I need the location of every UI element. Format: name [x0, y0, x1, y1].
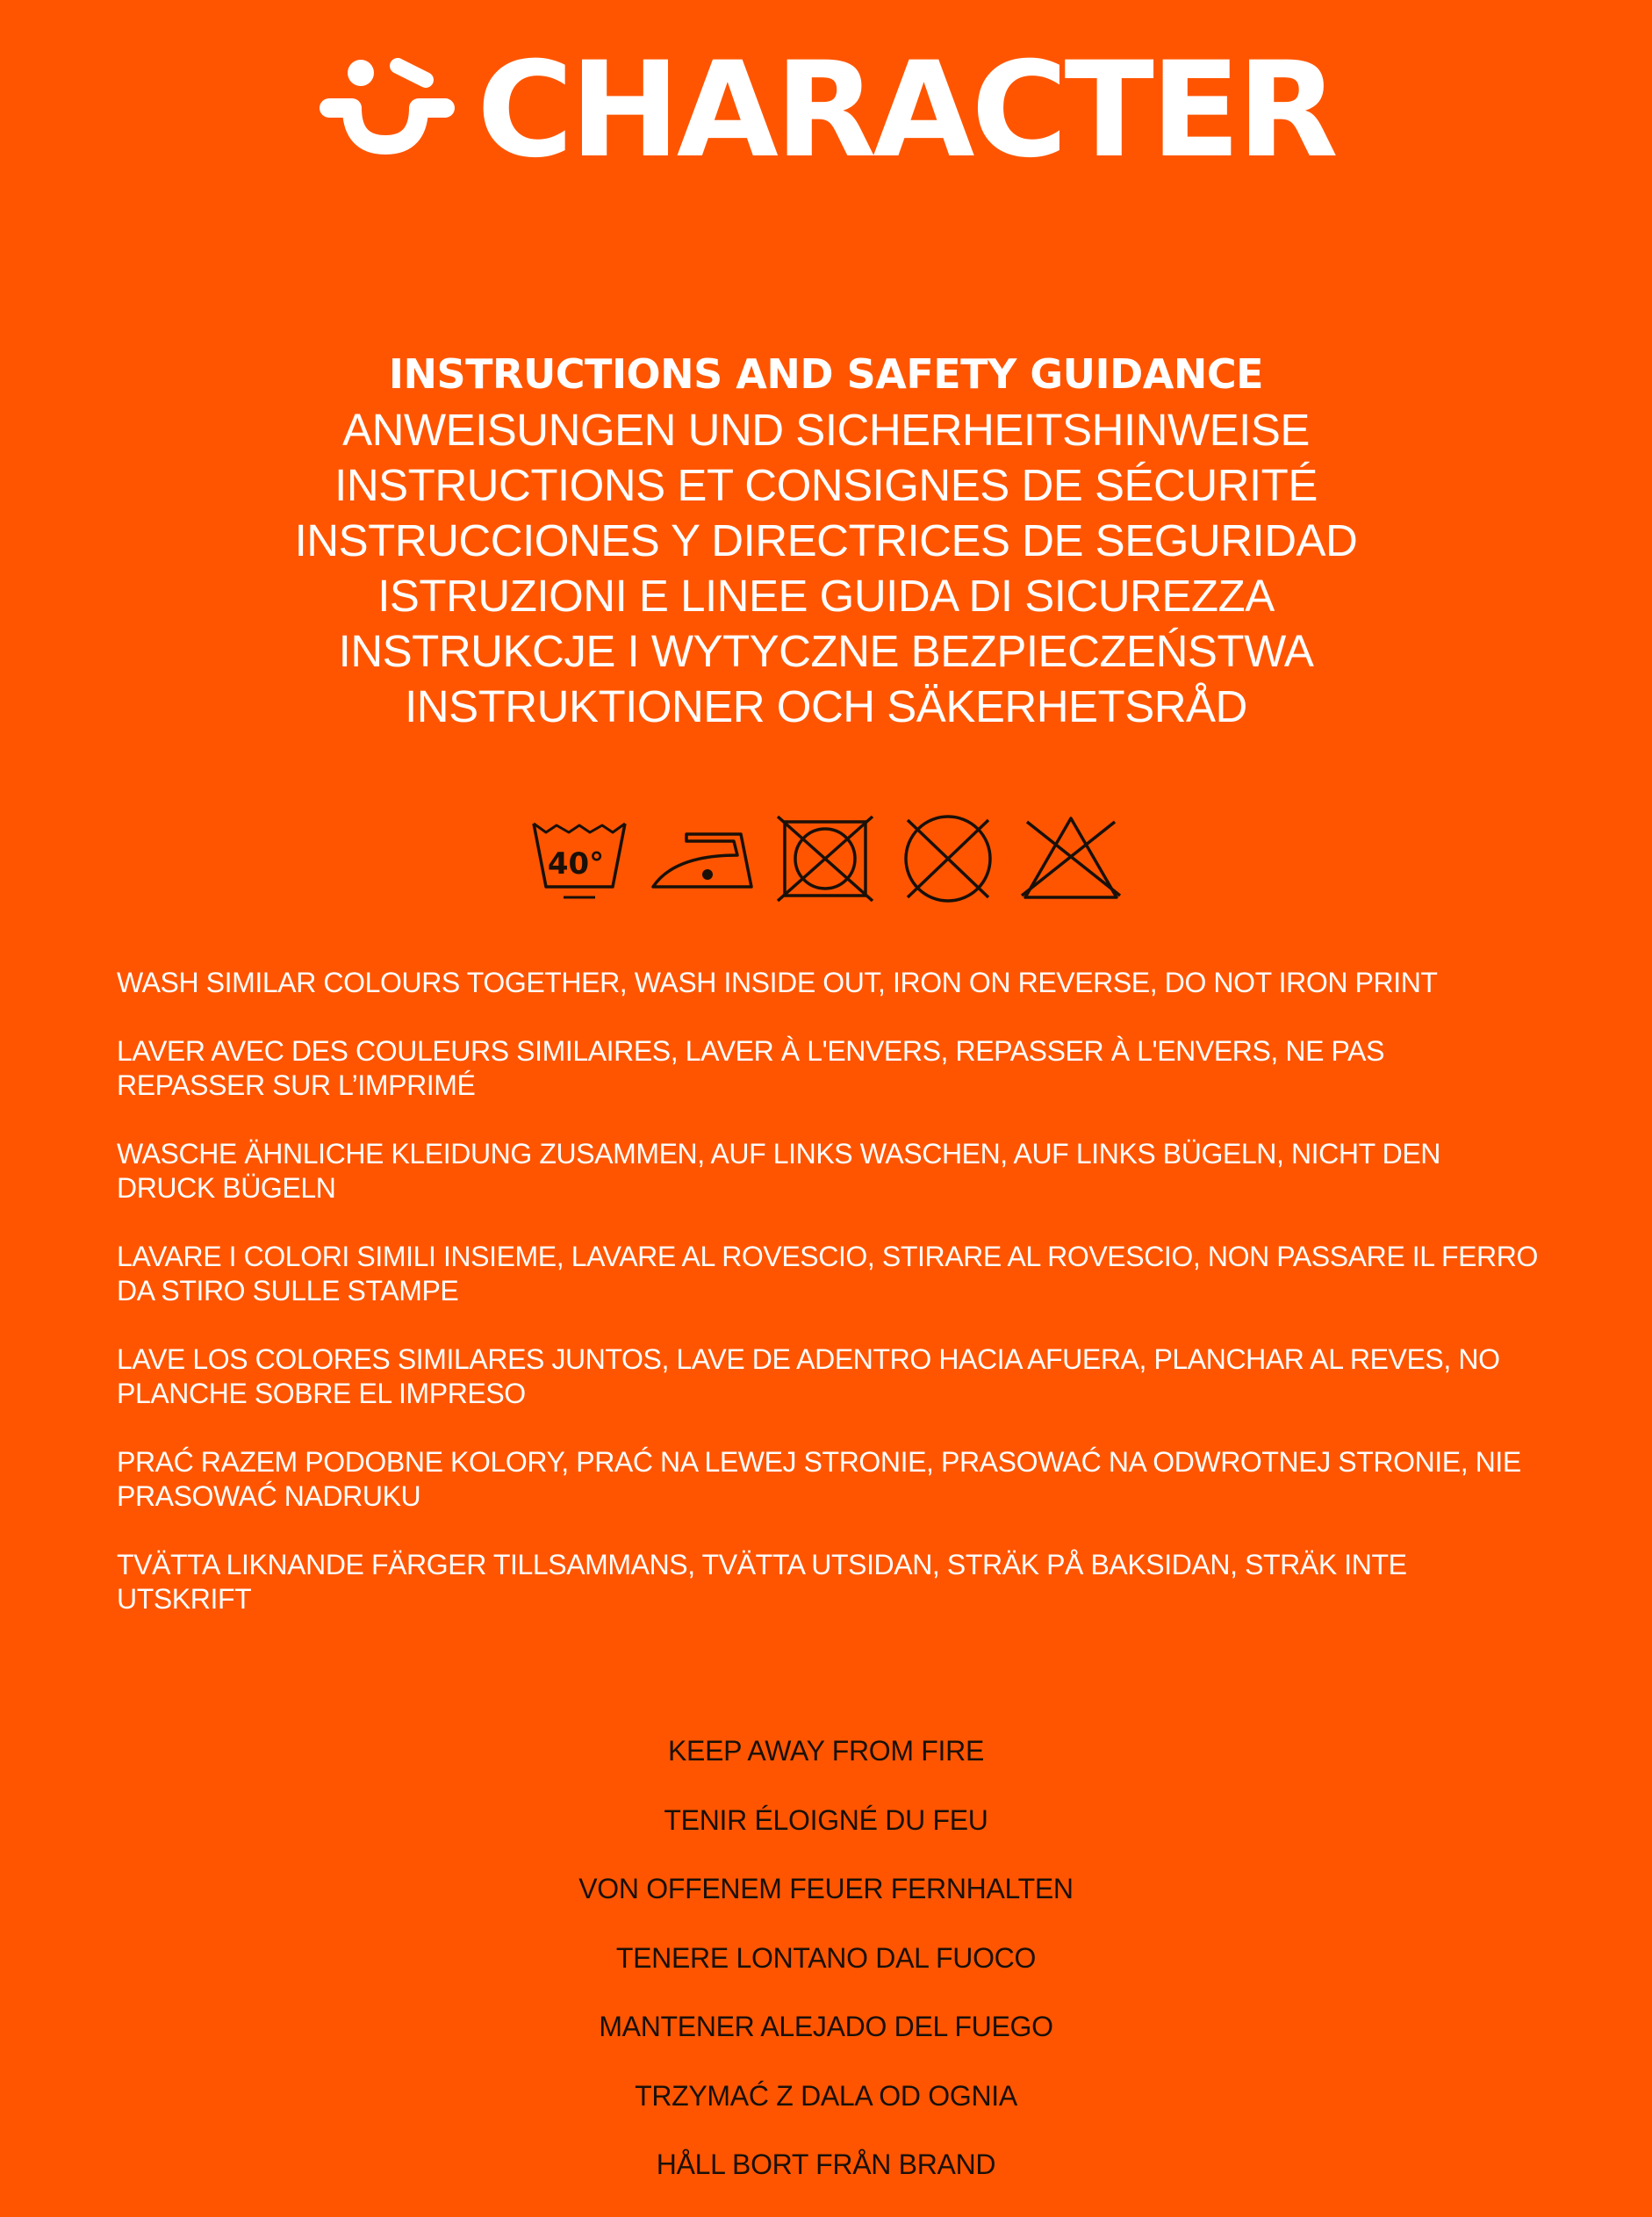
- care-instruction-de: WASCHE ÄHNLICHE KLEIDUNG ZUSAMMEN, AUF LINKS WASCHEN, AUF LINKS BÜGELN, NICHT DEN DRUCK BÜGELN: [117, 1138, 1441, 1204]
- fire-warnings: [0, 1734, 1652, 2217]
- care-instruction-pl: PRAĆ RAZEM PODOBNE KOLORY, PRAĆ NA LEWEJ STRONIE, PRASOWAĆ NA ODWROTNEJ STRONIE, NIE PRASOWAĆ NADRUKU: [117, 1446, 1521, 1512]
- wash-temp-label: 40°: [547, 846, 605, 882]
- fire-warning-sv: HÅLL BORT FRÅN BRAND: [656, 2149, 996, 2180]
- title-translation-fr: INSTRUCTIONS ET CONSIGNES DE SÉCURITÉ: [334, 460, 1318, 510]
- iron-low-icon: [650, 815, 755, 903]
- fire-warning-de: VON OFFENEM FEUER FERNHALTEN: [578, 1873, 1074, 1904]
- smiley-wink-icon: [317, 54, 457, 168]
- title-translation-it: ISTRUZIONI E LINEE GUIDA DI SICUREZZA: [377, 571, 1275, 621]
- care-instruction-it: LAVARE I COLORI SIMILI INSIEME, LAVARE AL ROVESCIO, STIRARE AL ROVESCIO, NON PASSARE IL FERRO DA STIRO SULLE STAMPE: [117, 1241, 1538, 1306]
- fire-warning-pl: TRZYMAĆ Z DALA OD OGNIA: [635, 2079, 1017, 2112]
- do-not-tumble-dry-icon: [772, 815, 878, 903]
- title-translation-es: INSTRUCCIONES Y DIRECTRICES DE SEGURIDAD: [294, 515, 1358, 565]
- title-translation-sv: INSTRUKTIONER OCH SÄKERHETSRÅD: [405, 681, 1247, 731]
- fire-warning-it: TENERE LONTANO DAL FUOCO: [615, 1941, 1037, 1974]
- title-block: [0, 347, 1652, 734]
- do-not-dry-clean-icon: [895, 815, 1001, 903]
- wash-40-icon: [527, 815, 632, 903]
- care-instruction-es: LAVE LOS COLORES SIMILARES JUNTOS, LAVE DE ADENTRO HACIA AFUERA, PLANCHAR AL REVES, NO PLANCHE SOBRE EL IMPRESO: [117, 1343, 1500, 1409]
- fire-warning-es: MANTENER ALEJADO DEL FUEGO: [599, 2011, 1053, 2042]
- page-title: INSTRUCTIONS AND SAFETY GUIDANCE: [388, 350, 1264, 398]
- brand-logo: [0, 34, 1652, 187]
- brand-wordmark: CHARACTER: [477, 34, 1335, 187]
- title-translation-de: ANWEISUNGEN UND SICHERHEITSHINWEISE: [342, 405, 1310, 455]
- fire-warning-en: KEEP AWAY FROM FIRE: [667, 1735, 984, 1767]
- title-translation-pl: INSTRUKCJE I WYTYCZNE BEZPIECZEŃSTWA: [338, 626, 1314, 676]
- do-not-bleach-icon: [1018, 815, 1124, 903]
- care-symbols: [527, 815, 1124, 903]
- care-instruction-fr: LAVER AVEC DES COULEURS SIMILAIRES, LAVER À L'ENVERS, REPASSER À L'ENVERS, NE PAS REPASSER SUR L’IMPRIMÉ: [117, 1035, 1385, 1101]
- care-instructions: [117, 966, 1539, 1651]
- care-instruction-sv: TVÄTTA LIKNANDE FÄRGER TILLSAMMANS, TVÄTTA UTSIDAN, STRÄK PÅ BAKSIDAN, STRÄK INTE UTSKRIFT: [117, 1549, 1407, 1615]
- fire-warning-fr: TENIR ÉLOIGNÉ DU FEU: [664, 1803, 988, 1836]
- care-instruction-en: WASH SIMILAR COLOURS TOGETHER, WASH INSIDE OUT, IRON ON REVERSE, DO NOT IRON PRINT: [117, 967, 1438, 998]
